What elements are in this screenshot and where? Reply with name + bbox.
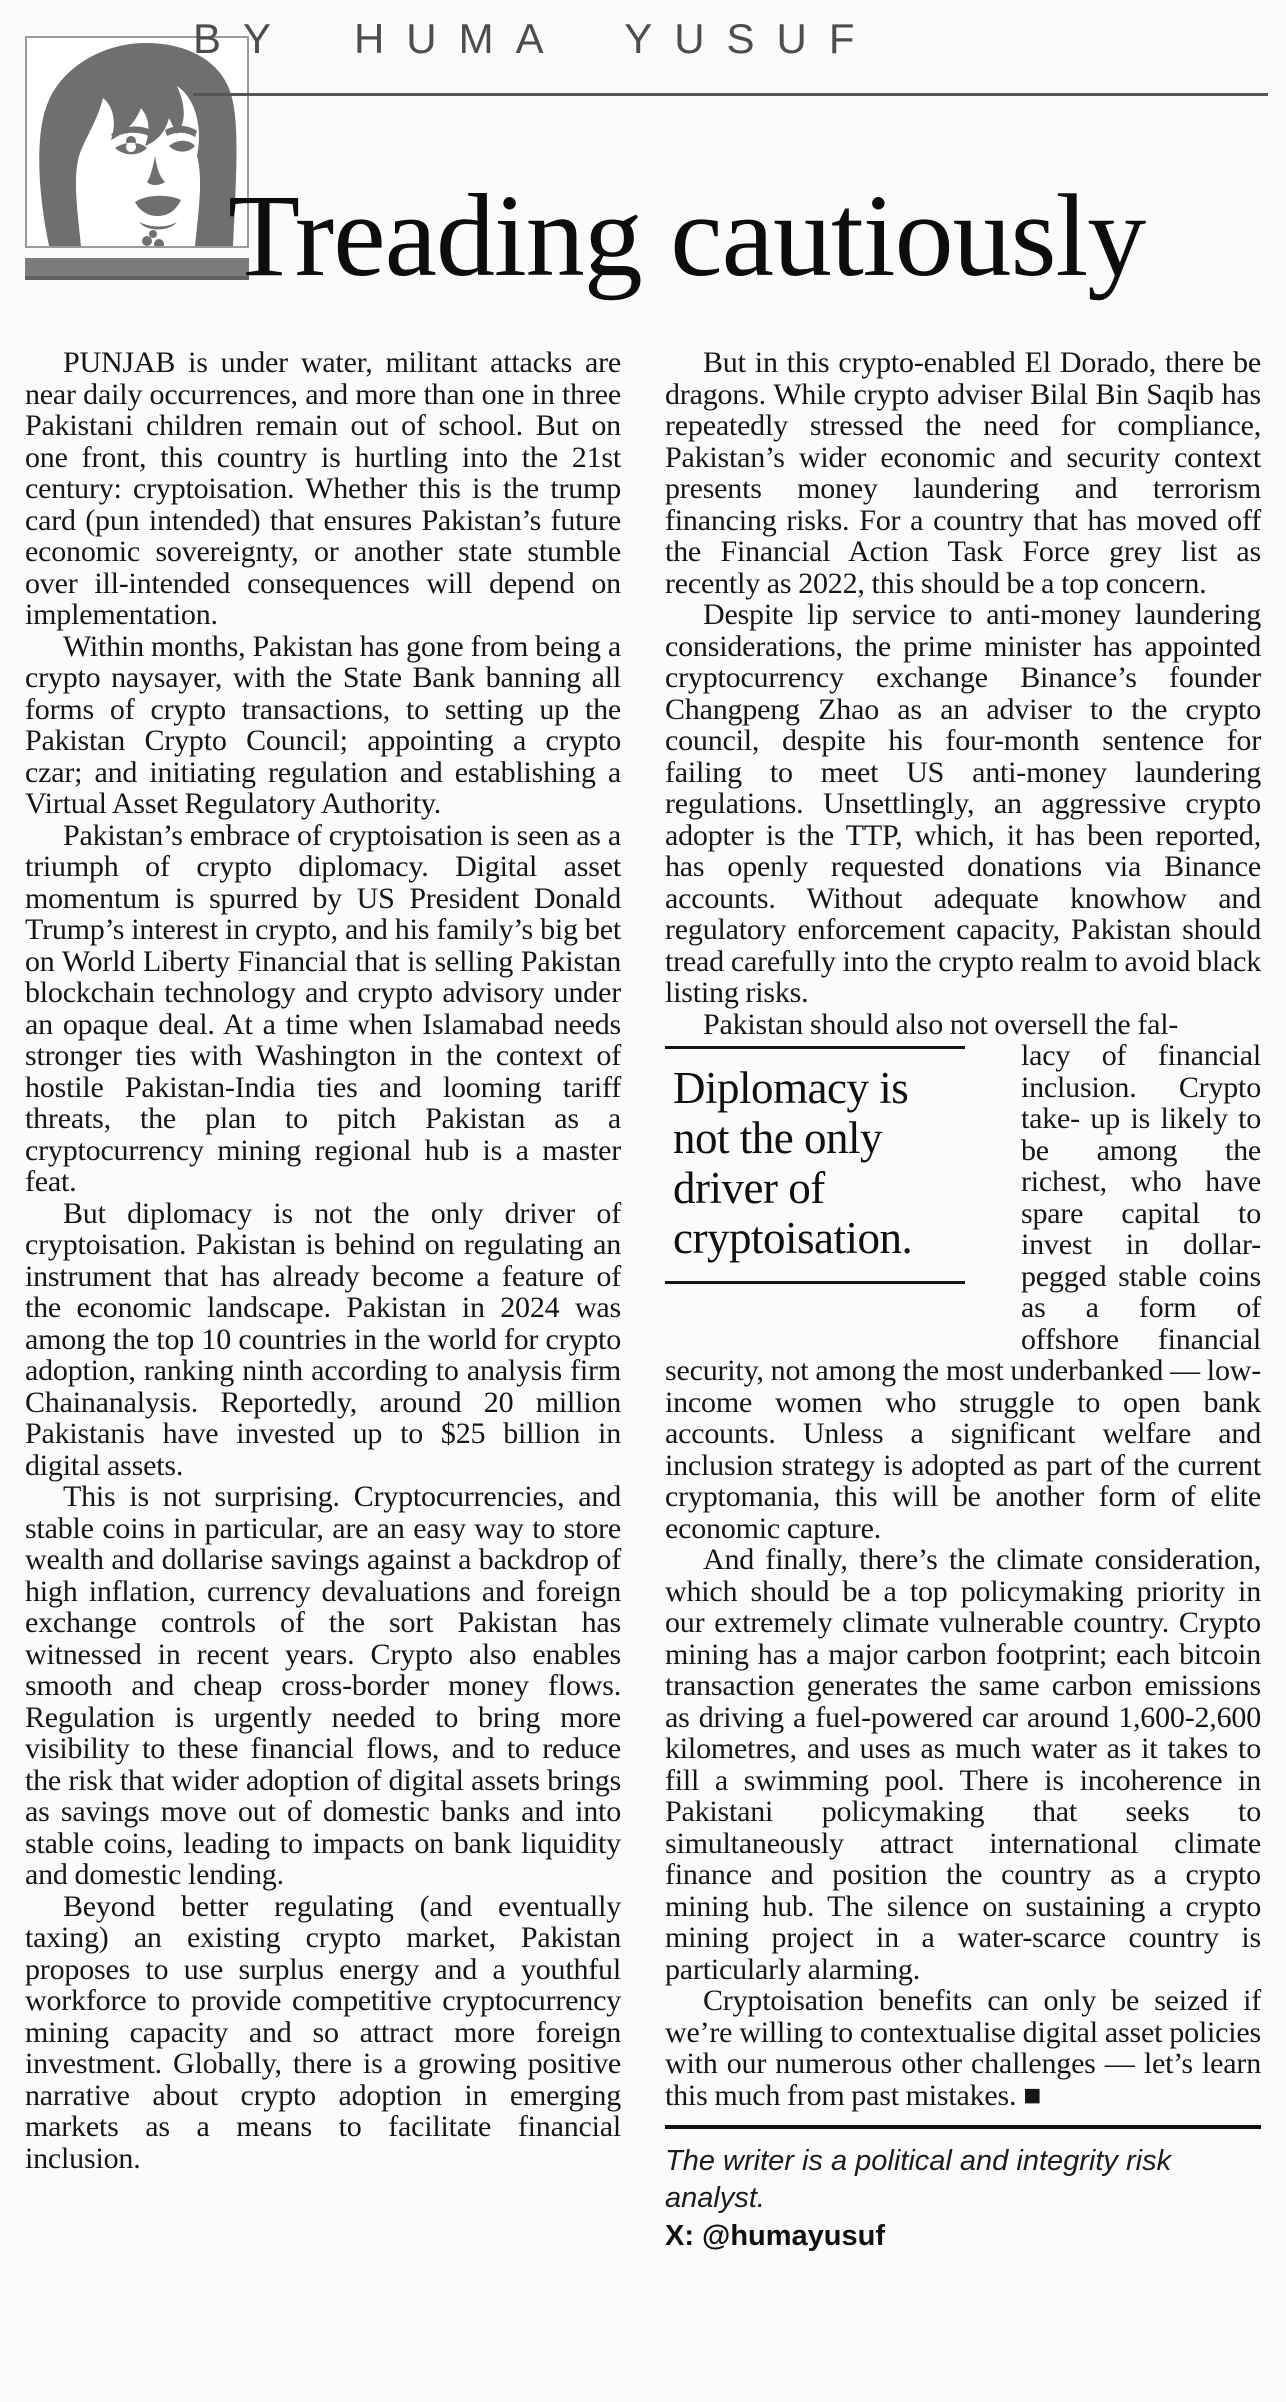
paragraph: lacy of financial inclusion. Crypto take- up is likely to be among the richest, who have spare capital to invest in dollar-pegged stable coins as a form of offshore financial security, not among the most underbanked — low-income women who struggle to open bank accounts. Unless a significant welfare and inclusion strategy is adopted as part of the current cryptomania, this will be another form of elite economic capture. <box>665 1039 1261 1545</box>
paragraph: Within months, Pakistan has gone from being a crypto naysayer, with the State Bank banning all forms of crypto transactions, to setting up the Pakistan Crypto Council; appointing a crypto czar; and initiating regulation and establishing a Virtual Asset Regulatory Authority. <box>25 629 621 820</box>
paragraph-quote-lead: Pakistan should also not oversell the fal- <box>703 1007 1179 1041</box>
column-right <box>665 347 1261 2255</box>
author-portrait-illustration <box>27 38 247 246</box>
paragraph: Cryptoisation benefits can only be seized if we’re willing to contextualise digital asset policies with our numerous other challenges — let’s learn this much from past mistakes. ■ <box>665 1984 1261 2112</box>
article-title: Treading cautiously <box>228 170 1146 301</box>
article-footer <box>665 2125 1261 2255</box>
paragraph: And finally, there’s the climate consideration, which should be a top policymaking priority in our extremely climate vulnerable country. Crypto mining has a major carbon footprint; each bitcoin transaction generates the same carbon emissions as driving a fuel-powered car around 1,600-2,600 kilometres, and uses as much water as it takes to fill a swimming pool. There is incoherence in Pakistani policymaking that seeks to simultaneously attract international climate finance and position the country as a crypto mining hub. The silence on sustaining a crypto mining project in a water-scarce country is particularly alarming. <box>665 1543 1261 1986</box>
footer-rule <box>665 2125 1261 2129</box>
article-body <box>25 347 1261 2255</box>
paragraph: PUNJAB is under water, militant attacks are near daily occurrences, and more than one in three Pakistani children remain out of school. But on one front, this country is hurtling into the 21st century: cryptoisation. Whether this is the trump card (pun intended) that ensures Pakistan’s future economic sovereignty, or another state stumble over ill-intended consequences will depend on implementation. <box>25 346 621 631</box>
paragraph: This is not surprising. Cryptocurrencies, and stable coins in particular, are an easy way to store wealth and dollarise savings against a backdrop of high inflation, currency devaluations and foreign exchange controls of the sort Pakistan has witnessed in recent years. Crypto also enables smooth and cheap cross-border money flows. Regulation is urgently needed to bring more visibility to these financial flows, and to reduce the risk that wider adoption of digital assets brings as savings move out of domestic banks and into stable coins, leading to impacts on bank liquidity and domestic lending. <box>25 1480 621 1891</box>
paragraph: But diplomacy is not the only driver of cryptoisation. Pakistan is behind on regulating an instrument that has already become a feature of the economic landscape. Pakistan in 2024 was among the top 10 countries in the world for crypto adoption, ranking ninth according to analysis firm Chainanalysis. Reportedly, around 20 million Pakistanis have invested up to $25 billion in digital assets. <box>25 1196 621 1482</box>
photo-underline-bar <box>25 258 249 280</box>
quote-paragraph-block <box>665 1040 1261 1544</box>
writer-x-handle: X: @humayusuf <box>665 2220 886 2252</box>
pull-quote-text: Diplomacy is not the only driver of cryptoisation. <box>673 1063 913 1263</box>
paragraph: Pakistan’s embrace of cryptoisation is seen as a triumph of crypto diplomacy. Digital asset momentum is spurred by US President Donald Trump’s interest in crypto, and his family’s big bet on World Liberty Financial that is selling Pakistan blockchain technology and crypto advisory under an opaque deal. At a time when Islamabad needs stronger ties with Washington in the context of hostile Pakistan-India ties and looming tariff threats, the plan to pitch Pakistan as a cryptocurrency mining regional hub is a master feat. <box>25 818 621 1198</box>
paragraph: But in this crypto-enabled El Dorado, there be dragons. While crypto adviser Bilal Bin Saqib has repeatedly stressed the need for compliance, Pakistan’s wider economic and security context presents money laundering and terrorism financing risks. For a country that has moved off the Financial Action Task Force grey list as recently as 2022, this should be a top concern. <box>665 346 1261 600</box>
author-photo <box>25 36 249 248</box>
column-left <box>25 347 621 2255</box>
writer-bio: The writer is a political and integrity risk analyst. <box>665 2145 1172 2214</box>
paragraph: Despite lip service to anti-money laundering considerations, the prime minister has appointed cryptocurrency exchange Binance’s founder Changpeng Zhao as an adviser to the crypto council, despite his four-month sentence for failing to meet US anti-money laundering regulations. Unsettlingly, an aggressive crypto adopter is the TTP, which, it has been reported, has openly requested donations via Binance accounts. Without adequate knowhow and regulatory enforcement capacity, Pakistan should tread carefully into the crypto realm to avoid black listing risks. <box>665 598 1261 1009</box>
pull-quote <box>665 1046 965 1284</box>
paragraph: Beyond better regulating (and eventually taxing) an existing crypto market, Pakistan proposes to use surplus energy and a youthful workforce to provide competitive cryptocurrency mining capacity and so attract more foreign investment. Globally, there is a growing positive narrative about crypto adoption in emerging markets as a means to facilitate financial inclusion. <box>25 1889 621 2175</box>
byline-rule <box>193 93 1268 96</box>
author-byline: BY HUMA YUSUF <box>193 15 877 62</box>
